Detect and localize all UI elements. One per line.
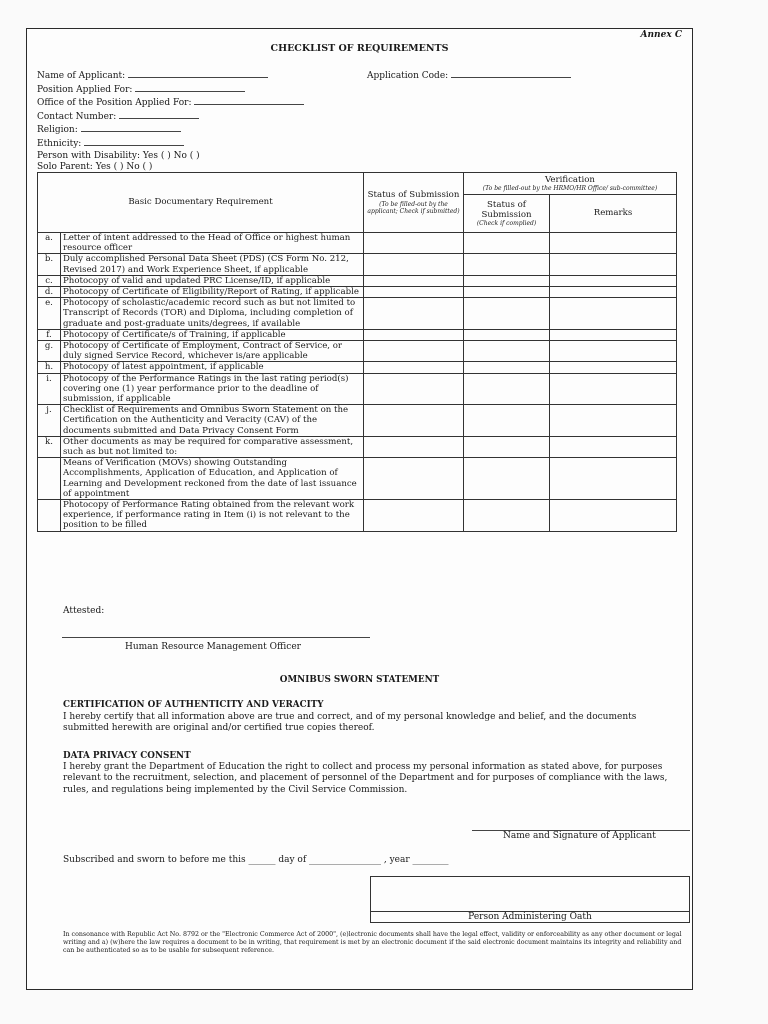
row-requirement: Means of Verification (MOVs) showing Outstanding Accomplishments, Application of Education, and Application of Learning and Development reckoned from the date of last issuance of appointment — [61, 458, 364, 500]
row-verif-status-cell[interactable] — [464, 254, 550, 275]
omnibus-title: OMNIBUS SWORN STATEMENT — [279, 675, 440, 685]
cav-heading: CERTIFICATION OF AUTHENTICITY AND VERACITY — [63, 700, 324, 710]
table-row — [38, 341, 677, 362]
religion-field[interactable] — [81, 123, 181, 132]
row-status-cell[interactable] — [364, 287, 464, 298]
position-label: Position Applied For: — [37, 84, 133, 95]
header-verification-note: (To be filled-out by the HRMO/HR Office/ sub-committee) — [482, 185, 658, 193]
row-status-cell[interactable] — [364, 329, 464, 340]
office-label: Office of the Position Applied For: — [37, 98, 192, 109]
row-letter: b. — [38, 254, 61, 275]
hrmo-signature-line[interactable] — [62, 637, 370, 638]
row-verif-status-cell[interactable] — [464, 329, 550, 340]
row-requirement: Photocopy of Certificate of Eligibility/Report of Rating, if applicable — [61, 287, 364, 298]
row-verif-status-cell[interactable] — [464, 500, 550, 532]
row-verif-status-cell[interactable] — [464, 298, 550, 330]
row-status-cell[interactable] — [364, 298, 464, 330]
row-letter: d. — [38, 287, 61, 298]
row-status-cell[interactable] — [364, 405, 464, 437]
row-remarks-cell[interactable] — [550, 405, 677, 437]
header-verification: Verification (To be filled-out by the HRMO/HR Office/ sub-committee) — [464, 173, 677, 195]
row-remarks-cell[interactable] — [550, 362, 677, 373]
row-status-cell[interactable] — [364, 458, 464, 500]
row-remarks-cell[interactable] — [550, 458, 677, 500]
ethnicity-label: Ethnicity: — [37, 138, 82, 149]
row-verif-status-cell[interactable] — [464, 362, 550, 373]
row-verif-status-cell[interactable] — [464, 341, 550, 362]
row-letter — [38, 500, 61, 532]
row-verif-status-cell[interactable] — [464, 275, 550, 286]
row-requirement: Photocopy of Performance Rating obtained from the relevant work experience, if performance rating in Item (i) is not relevant to the position to be filled — [61, 500, 364, 532]
contact-label: Contact Number: — [37, 111, 117, 122]
table-row — [38, 298, 677, 330]
table-row — [38, 362, 677, 373]
row-requirement: Other documents as may be required for comparative assessment, such as but not limited to: — [61, 436, 364, 457]
row-requirement: Photocopy of the Performance Ratings in the last rating period(s) covering one (1) year performance prior to the deadline of submission, if applicable — [61, 373, 364, 405]
ethnicity-field[interactable] — [84, 137, 184, 146]
application-code — [367, 69, 571, 81]
row-remarks-cell[interactable] — [550, 298, 677, 330]
appcode-field[interactable] — [451, 69, 571, 78]
row-remarks-cell[interactable] — [550, 341, 677, 362]
row-letter: a. — [38, 233, 61, 254]
dpc-text: I hereby grant the Department of Education the right to collect and process my personal information as stated above, for purposes relevant to the recruitment, selection, and placement of personnel of the Department and for purposes of compliance with the laws, rules, and regulations being implemented by the Civil Service Commission. — [63, 762, 668, 795]
row-remarks-cell[interactable] — [550, 329, 677, 340]
header-verif-status-note: (Check if complied) — [476, 220, 537, 228]
table-row — [38, 458, 677, 500]
row-requirement: Photocopy of Certificate of Employment, Contract of Service, or duly signed Service Record, whichever is/are applicable — [61, 341, 364, 362]
row-remarks-cell[interactable] — [550, 436, 677, 457]
row-requirement: Checklist of Requirements and Omnibus Sworn Statement on the Certification on the Authenticity and Veracity (CAV) of the documents submitted and Data Privacy Consent Form — [61, 405, 364, 437]
row-status-cell[interactable] — [364, 254, 464, 275]
row-remarks-cell[interactable] — [550, 254, 677, 275]
office-field[interactable] — [194, 96, 304, 105]
table-row — [38, 405, 677, 437]
row-status-cell[interactable] — [364, 341, 464, 362]
annex-label: Annex C — [640, 30, 682, 40]
row-requirement: Photocopy of latest appointment, if applicable — [61, 362, 364, 373]
row-verif-status-cell[interactable] — [464, 436, 550, 457]
row-requirement: Photocopy of scholastic/academic record such as but not limited to Transcript of Records (TOR) and Diploma, including completion of graduate and post-graduate units/degrees, if available — [61, 298, 364, 330]
appcode-label: Application Code: — [367, 71, 449, 81]
applicant-signature-label: Name and Signature of Applicant — [503, 831, 656, 841]
pwd-option[interactable]: Person with Disability: Yes ( ) No ( ) — [37, 150, 200, 161]
row-verif-status-cell[interactable] — [464, 373, 550, 405]
header-status-note: (To be filled-out by the applicant; Check if submitted) — [367, 200, 460, 215]
footnote: In consonance with Republic Act No. 8792 or the "Electronic Commerce Act of 2000", (e)lectronic documents shall have the legal effect, validity or enforceability as any other document or legal writing and a) (w)here the law requires a document to be in writing, that requirement is met by an electronic document if the said electronic document maintains its integrity and reliability and can be authenticated so as to be usable for subsequent reference. — [63, 931, 682, 954]
row-remarks-cell[interactable] — [550, 373, 677, 405]
row-remarks-cell[interactable] — [550, 500, 677, 532]
row-status-cell[interactable] — [364, 373, 464, 405]
row-status-cell[interactable] — [364, 362, 464, 373]
header-status: Status of Submission (To be filled-out by the applicant; Check if submitted) — [364, 173, 464, 233]
form-sheet — [26, 28, 693, 990]
applicant-info — [37, 69, 304, 174]
row-letter: j. — [38, 405, 61, 437]
row-status-cell[interactable] — [364, 275, 464, 286]
row-letter: f. — [38, 329, 61, 340]
row-requirement: Duly accomplished Personal Data Sheet (PDS) (CS Form No. 212, Revised 2017) and Work Experience Sheet, if applicable — [61, 254, 364, 275]
row-verif-status-cell[interactable] — [464, 233, 550, 254]
oath-box[interactable] — [370, 876, 690, 923]
row-requirement: Photocopy of valid and updated PRC License/ID, if applicable — [61, 275, 364, 286]
row-letter: c. — [38, 275, 61, 286]
table-row — [38, 500, 677, 532]
row-verif-status-cell[interactable] — [464, 458, 550, 500]
table-row — [38, 275, 677, 286]
hrmo-label: Human Resource Management Officer — [125, 642, 301, 652]
table-row — [38, 373, 677, 405]
row-status-cell[interactable] — [364, 233, 464, 254]
row-status-cell[interactable] — [364, 436, 464, 457]
name-field[interactable] — [128, 69, 268, 78]
form-title: CHECKLIST OF REQUIREMENTS — [270, 43, 449, 54]
dpc-heading: DATA PRIVACY CONSENT — [63, 751, 191, 761]
oath-label: Person Administering Oath — [371, 911, 689, 922]
solo-parent-option[interactable]: Solo Parent: Yes ( ) No ( ) — [37, 162, 153, 173]
religion-label: Religion: — [37, 125, 78, 136]
row-letter — [38, 458, 61, 500]
row-verif-status-cell[interactable] — [464, 405, 550, 437]
table-row — [38, 287, 677, 298]
attested-label: Attested: — [63, 606, 105, 616]
sworn-statement[interactable]: Subscribed and sworn to before me this ______ day of ________________ , year ________ — [63, 855, 449, 865]
row-remarks-cell[interactable] — [550, 275, 677, 286]
row-requirement: Letter of intent addressed to the Head of Office or highest human resource officer — [61, 233, 364, 254]
row-letter: h. — [38, 362, 61, 373]
header-remarks: Remarks — [550, 195, 677, 233]
table-row — [38, 233, 677, 254]
header-verif-status: Status of Submission (Check if complied) — [464, 195, 550, 233]
table-row — [38, 329, 677, 340]
row-letter: i. — [38, 373, 61, 405]
table-row — [38, 436, 677, 457]
row-remarks-cell[interactable] — [550, 287, 677, 298]
position-field[interactable] — [135, 83, 245, 92]
requirements-table — [37, 172, 677, 532]
name-label: Name of Applicant: — [37, 71, 126, 81]
contact-field[interactable] — [119, 110, 199, 119]
header-requirement: Basic Documentary Requirement — [38, 173, 364, 233]
row-letter: g. — [38, 341, 61, 362]
table-row — [38, 254, 677, 275]
row-verif-status-cell[interactable] — [464, 287, 550, 298]
row-requirement: Photocopy of Certificate/s of Training, if applicable — [61, 329, 364, 340]
row-letter: k. — [38, 436, 61, 457]
cav-text: I hereby certify that all information above are true and correct, and of my personal knowledge and belief, and the documents submitted herewith are original and/or certified true copies thereof. — [63, 712, 637, 734]
row-status-cell[interactable] — [364, 500, 464, 532]
row-letter: e. — [38, 298, 61, 330]
row-remarks-cell[interactable] — [550, 233, 677, 254]
